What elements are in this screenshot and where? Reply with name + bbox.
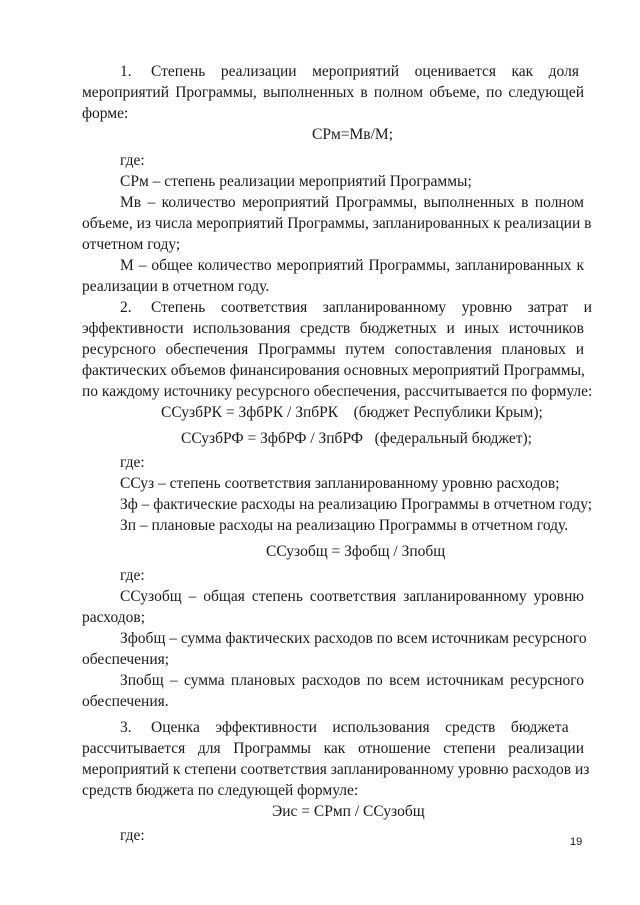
paragraph-3-line-4: средств бюджета по следующей формуле: — [82, 782, 359, 799]
paragraph-1-line-3: форме: — [82, 105, 129, 122]
definition-zfobsch-line-1: Зфобщ – сумма фактических расходов по всем источникам ресурсного — [120, 630, 587, 647]
paragraph-2-line-5: по каждому источнику ресурсного обеспечения, рассчитывается по формуле: — [82, 383, 593, 400]
definition-m-line-1: М – общее количество мероприятий Программы, запланированных к — [120, 257, 584, 274]
definition-mv-line-1: Мв – количество мероприятий Программы, выполненных в полном — [120, 194, 584, 211]
definition-srm: СРм – степень реализации мероприятий Программы; — [120, 173, 472, 190]
where-label-1: где: — [120, 152, 145, 169]
definition-m-line-2: реализации в отчетном году. — [82, 278, 270, 295]
paragraph-3-line-1: 3. Оценка эффективности использования средств бюджета — [120, 719, 569, 736]
definition-zpobsch-line-2: обеспечения. — [82, 693, 169, 710]
definition-mv-line-2: объеме, из числа мероприятий Программы, запланированных к реализации в — [82, 215, 592, 232]
definition-mv-line-3: отчетном году; — [82, 236, 181, 253]
definition-ssuzobsch-line-2: расходов; — [82, 609, 146, 626]
formula-ssuzobsch: ССузобщ = Зфобщ / Зпобщ — [266, 543, 446, 560]
definition-zf: Зф – фактические расходы на реализацию Программы в отчетном году; — [120, 496, 593, 513]
definition-zp: Зп – плановые расходы на реализацию Программы в отчетном году. — [120, 517, 569, 534]
paragraph-2-line-3: ресурсного обеспечения Программы путем сопоставления плановых и — [82, 341, 584, 358]
formula-srm: СРм=Мв/М; — [312, 126, 394, 143]
definition-ssuzobsch-line-1: ССузобщ – общая степень соответствия запланированному уровню — [120, 588, 584, 605]
formula-ssuzbrk: ССузбРК = ЗфбРК / ЗпбРК (бюджет Республики Крым); — [161, 404, 543, 421]
paragraph-3-line-3: мероприятий к степени соответствия запланированному уровню расходов из — [82, 761, 590, 778]
page-number: 19 — [570, 836, 583, 848]
definition-zpobsch-line-1: Зпобщ – сумма плановых расходов по всем источникам ресурсного — [120, 672, 584, 689]
paragraph-2-line-2: эффективности использования средств бюджетных и иных источников — [82, 320, 584, 337]
paragraph-1-line-2: мероприятий Программы, выполненных в полном объеме, по следующей — [82, 84, 584, 101]
paragraph-3-line-2: рассчитывается для Программы как отношение степени реализации — [82, 740, 584, 757]
paragraph-2-line-4: фактических объемов финансирования основных мероприятий Программы, — [82, 362, 585, 379]
definition-ssuz: ССуз – степень соответствия запланированному уровню расходов; — [120, 475, 560, 492]
where-label-3: где: — [120, 567, 145, 584]
where-label-4: где: — [120, 827, 145, 844]
where-label-2: где: — [120, 454, 145, 471]
paragraph-1-line-1: 1. Степень реализации мероприятий оценивается как доля — [120, 63, 579, 80]
definition-zfobsch-line-2: обеспечения; — [82, 651, 170, 668]
formula-eis: Эис = СРмп / ССузобщ — [272, 803, 425, 820]
paragraph-2-line-1: 2. Степень соответствия запланированному уровню затрат и — [120, 299, 592, 316]
formula-ssuzbrf: ССузбРФ = ЗфбРФ / ЗпбРФ (федеральный бюджет); — [181, 430, 532, 447]
